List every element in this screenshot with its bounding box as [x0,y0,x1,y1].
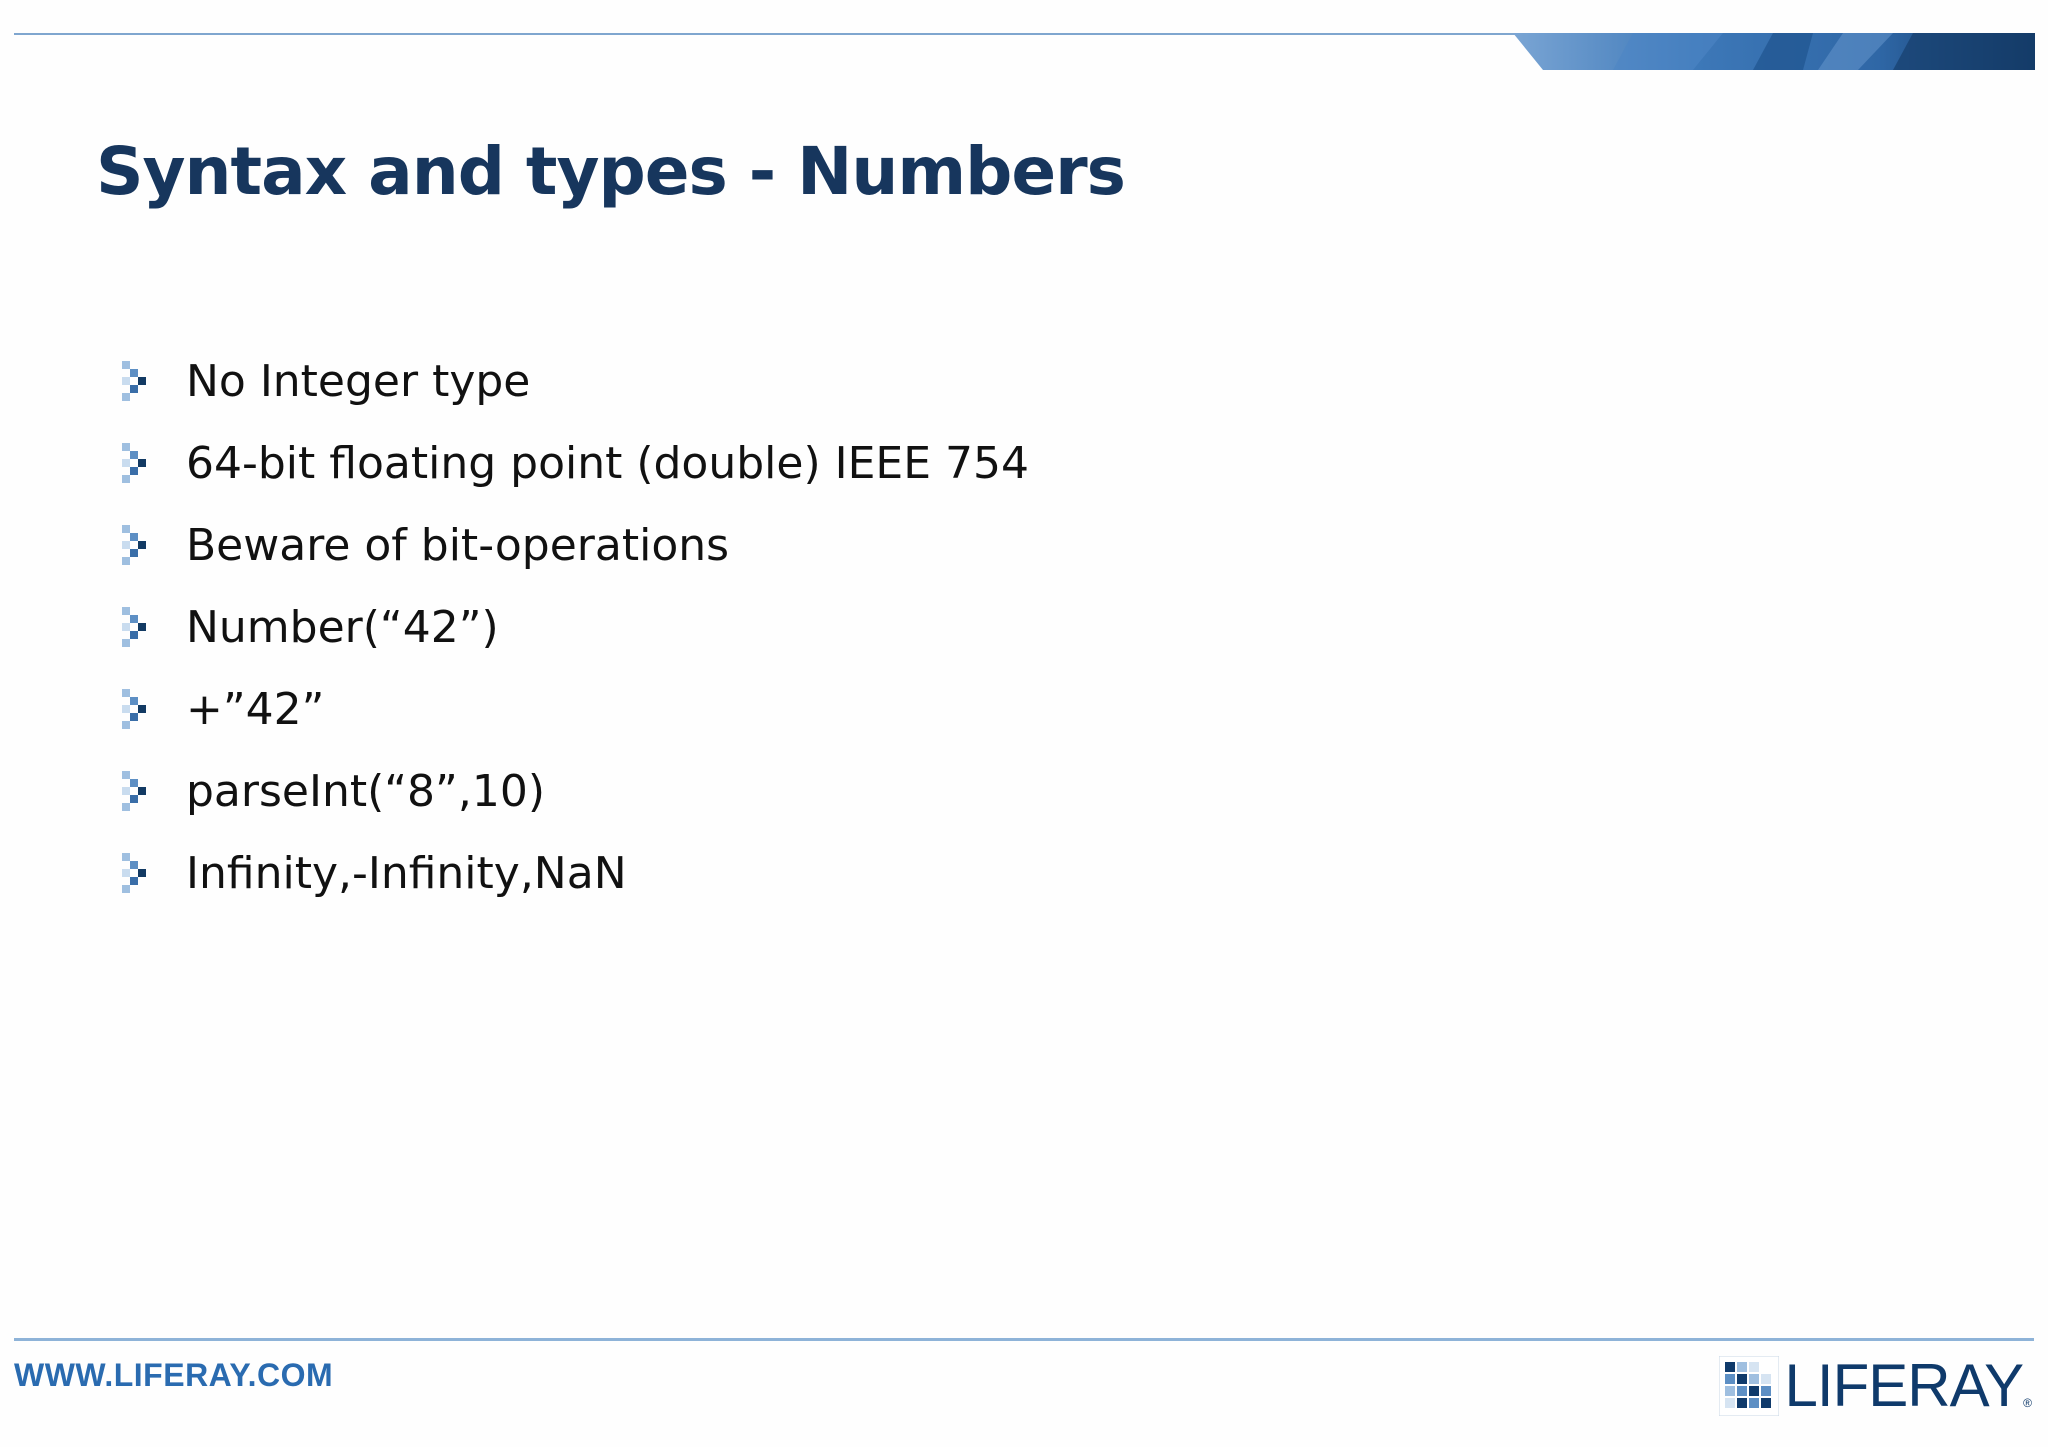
list-item [120,422,1029,504]
list-item [120,832,1029,914]
bullet-text: Infinity,-Infinity,NaN [186,847,627,899]
slide-title: Syntax and types - Numbers [96,133,1125,210]
logo-wordmark: LIFERAY [1784,1352,2024,1419]
bullet-text: 64-bit floating point (double) IEEE 754 [186,437,1029,489]
liferay-logo-icon [1719,1356,1779,1416]
list-item [120,586,1029,668]
list-item [120,504,1029,586]
list-item [120,750,1029,832]
top-rule [14,33,1574,35]
chevron-right-icon [120,851,152,895]
bullet-list [120,340,1029,914]
bullet-text: +”42” [186,683,325,735]
chevron-right-icon [120,605,152,649]
chevron-right-icon [120,523,152,567]
registered-mark: ® [2023,1396,2032,1410]
chevron-right-icon [120,441,152,485]
chevron-right-icon [120,769,152,813]
list-item [120,340,1029,422]
bullet-text: parseInt(“8”,10) [186,765,545,817]
chevron-right-icon [120,687,152,731]
footer-url[interactable]: WWW.LIFERAY.COM [14,1357,334,1393]
list-item [120,668,1029,750]
bullet-text: Number(“42”) [186,601,499,653]
bottom-rule [14,1338,2034,1341]
chevron-right-icon [120,359,152,403]
bullet-text: Beware of bit-operations [186,519,730,571]
header-band [1513,33,2035,70]
liferay-logo [1719,1352,2032,1419]
bullet-text: No Integer type [186,355,531,407]
